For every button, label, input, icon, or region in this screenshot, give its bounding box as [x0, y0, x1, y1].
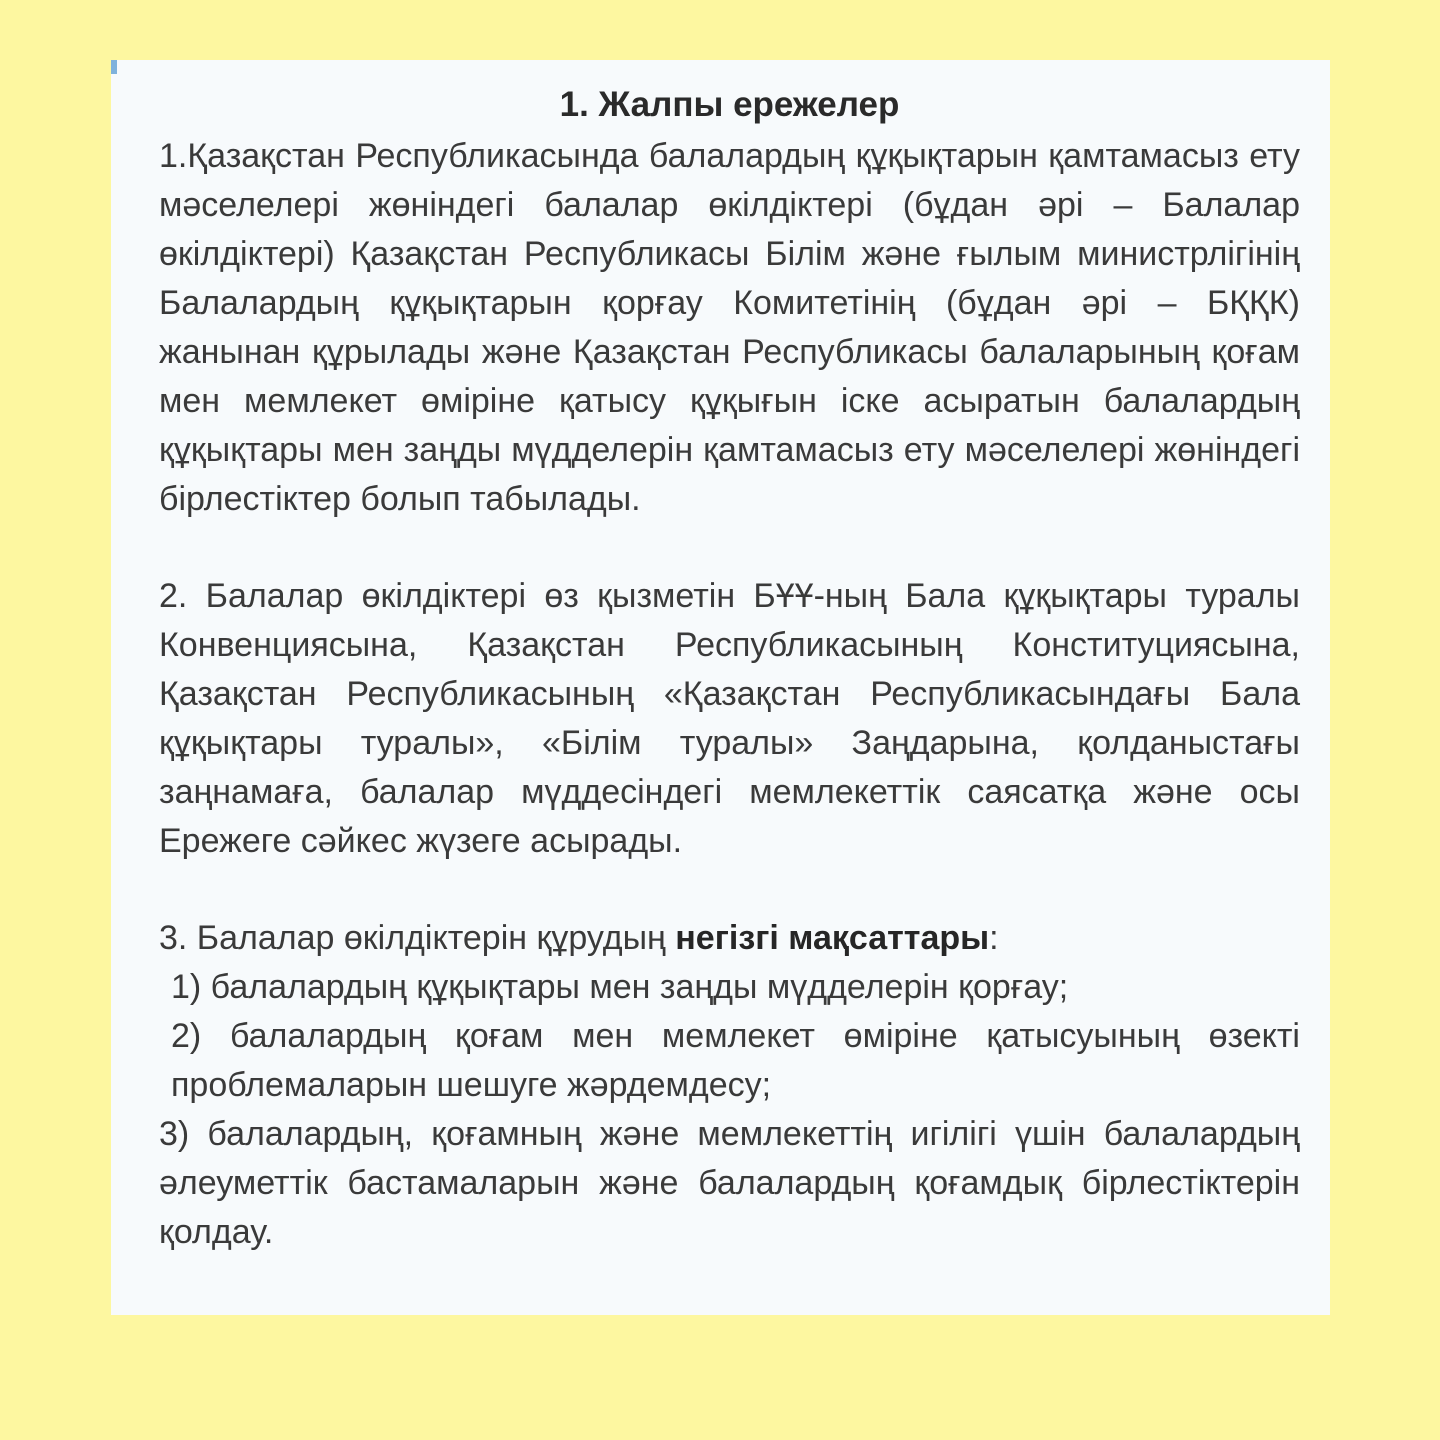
paragraph-spacer	[159, 866, 1300, 914]
paragraph-3-heading	[159, 914, 1300, 963]
document-card	[111, 60, 1330, 1315]
paragraph-3-tail: :	[989, 919, 999, 957]
goal-item-1: 1) балалардың құқықтары мен заңды мүдделерін қорғау;	[171, 968, 1069, 1006]
paragraph-3-bold: негізгі мақсаттары	[675, 919, 990, 957]
goal-item-3: 3) балалардың, қоғамның және мемлекеттің игілігі үшін балалардың әлеуметтік бастамаларын және балалардың қоғамдық бірлестіктерін қолдау.	[159, 1115, 1300, 1251]
paragraph-1: 1.Қазақстан Республикасында балалардың құқықтарын қамтамасыз ету мәселелері жөніндегі балалар өкілдіктері (бұдан әрі – Балалар өкілдіктері) Қазақстан Республикасы Білім және ғылым министрлігінің Балалардың құқықтарын қорғау Комитетінің (бұдан әрі – БҚҚК) жанынан құрылады және Қазақстан Республикасы балаларының қоғам мен мемлекет өміріне қатысу құқығын іске асыратын балалардың құқықтары мен заңды мүдделерін қамтамасыз ету мәселелері жөніндегі бірлестіктер болып табылады.	[159, 137, 1300, 518]
paragraph-3-lead: 3. Балалар өкілдіктерін құрудың	[159, 919, 676, 957]
section-title: 1. Жалпы ережелер	[559, 85, 900, 124]
paragraph-spacer	[159, 524, 1300, 572]
card-edge-accent	[111, 60, 117, 74]
goal-item-2: 2) балалардың қоғам мен мемлекет өміріне қатысуының өзекті проблемаларын шешуге жәрдемдесу;	[171, 1017, 1300, 1104]
paragraph-2: 2. Балалар өкілдіктері өз қызметін БҰҰ-ның Бала құқықтары туралы Конвенциясына, Қазақстан Республикасының Конституциясына, Қазақстан Республикасының «Қазақстан Республикасындағы Бала құқықтары туралы», «Білім туралы» Заңдарына, қолданыстағы заңнамаға, балалар мүддесіндегі мемлекеттік саясатқа және осы Ережеге сәйкес жүзеге асырады.	[159, 577, 1300, 860]
